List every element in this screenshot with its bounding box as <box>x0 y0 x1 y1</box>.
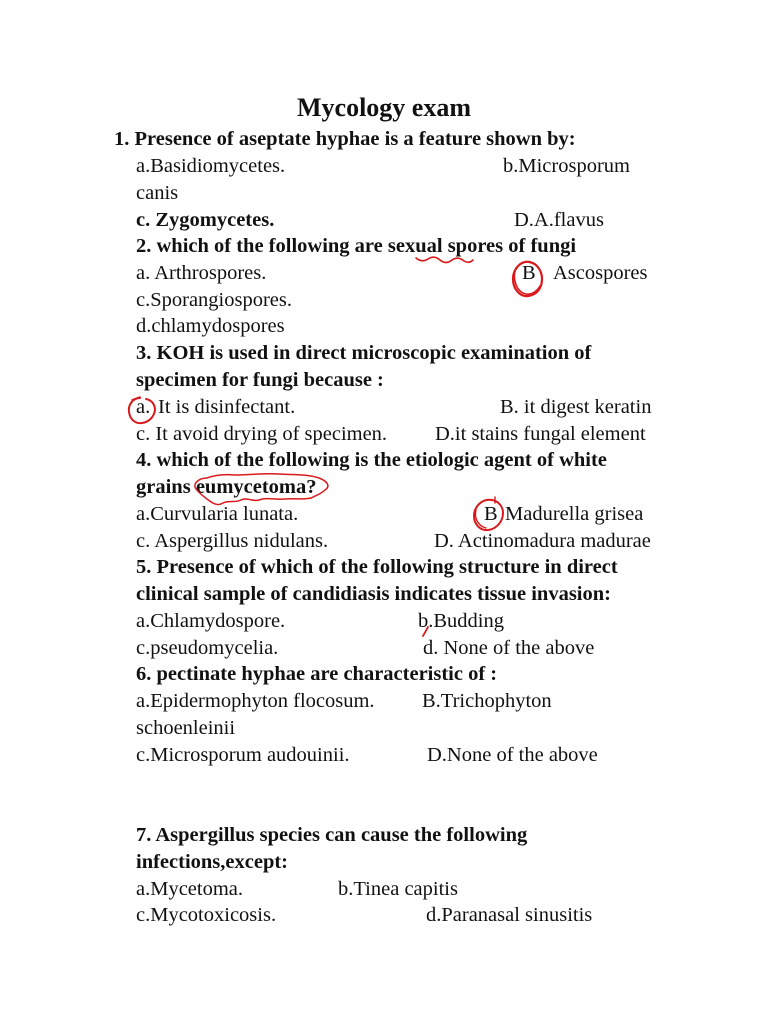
question-7-stem <box>136 822 527 848</box>
q3-option-c: c. It avoid drying of specimen. <box>136 423 388 445</box>
question-2-stem <box>136 233 576 259</box>
question-text: Aspergillus species can cause the following <box>155 824 528 846</box>
q5-option-a: a.Chlamydospore. <box>136 610 286 632</box>
question-7-stem-cont: infections,except: <box>136 851 288 873</box>
q3-option-d: D.it stains fungal element <box>435 423 646 445</box>
question-text: which of the following is the etiologic agent of white <box>156 449 607 471</box>
question-text: KOH is used in direct microscopic examination of <box>156 342 592 364</box>
q2-option-b-letter: B <box>522 262 536 284</box>
question-number: 6. <box>136 663 152 685</box>
q2-option-b: Ascospores <box>553 262 648 284</box>
q3-option-a: It is disinfectant. <box>158 396 296 418</box>
question-text: pectinate hyphae are characteristic of : <box>156 663 498 685</box>
q7-option-b: b.Tinea capitis <box>338 878 458 900</box>
question-4-stem-cont <box>136 474 317 500</box>
question-1-stem <box>114 126 576 152</box>
question-number: 3. <box>136 342 152 364</box>
question-text: Presence of which of the following structure in direct <box>156 556 618 578</box>
q7-option-c: c.Mycotoxicosis. <box>136 904 277 926</box>
question-5-stem <box>136 554 618 580</box>
question-mark: ? <box>306 476 317 498</box>
q6-option-b-continued: schoenleinii <box>136 717 236 739</box>
question-4-stem <box>136 447 607 473</box>
q5-option-b: b.Budding <box>418 610 504 632</box>
q4-option-a: a.Curvularia lunata. <box>136 503 299 525</box>
q1-option-a: a.Basidiomycetes. <box>136 155 286 177</box>
underlined-word-sexual: sexual <box>387 235 443 257</box>
q6-option-c: c.Microsporum audouinii. <box>136 744 350 766</box>
question-5-stem-cont: clinical sample of candidiasis indicates tissue invasion: <box>136 583 611 605</box>
q7-option-a: a.Mycetoma. <box>136 878 244 900</box>
question-number: 2. <box>136 235 152 257</box>
q1-option-c: c. Zygomycetes. <box>136 209 275 231</box>
question-6-stem <box>136 661 497 687</box>
q7-option-d: d.Paranasal sinusitis <box>426 904 593 926</box>
q4-option-b: Madurella grisea <box>505 503 644 525</box>
q6-option-a: a.Epidermophyton flocosum. <box>136 690 375 712</box>
q2-option-a: a. Arthrospores. <box>136 262 267 284</box>
question-number: 4. <box>136 449 152 471</box>
q2-option-d: d.chlamydospores <box>136 315 285 337</box>
question-text: spores of fungi <box>447 235 577 257</box>
q5-option-c: c.pseudomycelia. <box>136 637 279 659</box>
q2-option-c: c.Sporangiospores. <box>136 289 293 311</box>
question-text: Presence of aseptate hyphae is a feature shown by: <box>134 128 576 150</box>
q3-option-b: B. it digest keratin <box>500 396 652 418</box>
q6-option-b: B.Trichophyton <box>422 690 552 712</box>
question-text: which of the following are <box>156 235 383 257</box>
question-number: 1. <box>114 128 130 150</box>
question-text: grains <box>136 476 191 498</box>
q5-option-d: d. None of the above <box>423 637 595 659</box>
q4-option-b-letter: B <box>484 503 498 525</box>
page-title: Mycology exam <box>296 93 471 122</box>
q1-option-b-continued: canis <box>136 182 179 204</box>
question-number: 5. <box>136 556 152 578</box>
q1-option-d: D.A.flavus <box>514 209 604 231</box>
question-3-stem <box>136 340 591 366</box>
q1-option-b: b.Microsporum <box>503 155 630 177</box>
question-number: 7. <box>136 824 152 846</box>
q4-option-d: D. Actinomadura madurae <box>434 530 651 552</box>
question-3-stem-cont: specimen for fungi because : <box>136 369 384 391</box>
q6-option-d: D.None of the above <box>427 744 598 766</box>
q4-option-c: c. Aspergillus nidulans. <box>136 530 329 552</box>
q3-option-a-letter: a. <box>136 396 151 418</box>
circled-word-eumycetoma: eumycetoma <box>195 476 307 498</box>
